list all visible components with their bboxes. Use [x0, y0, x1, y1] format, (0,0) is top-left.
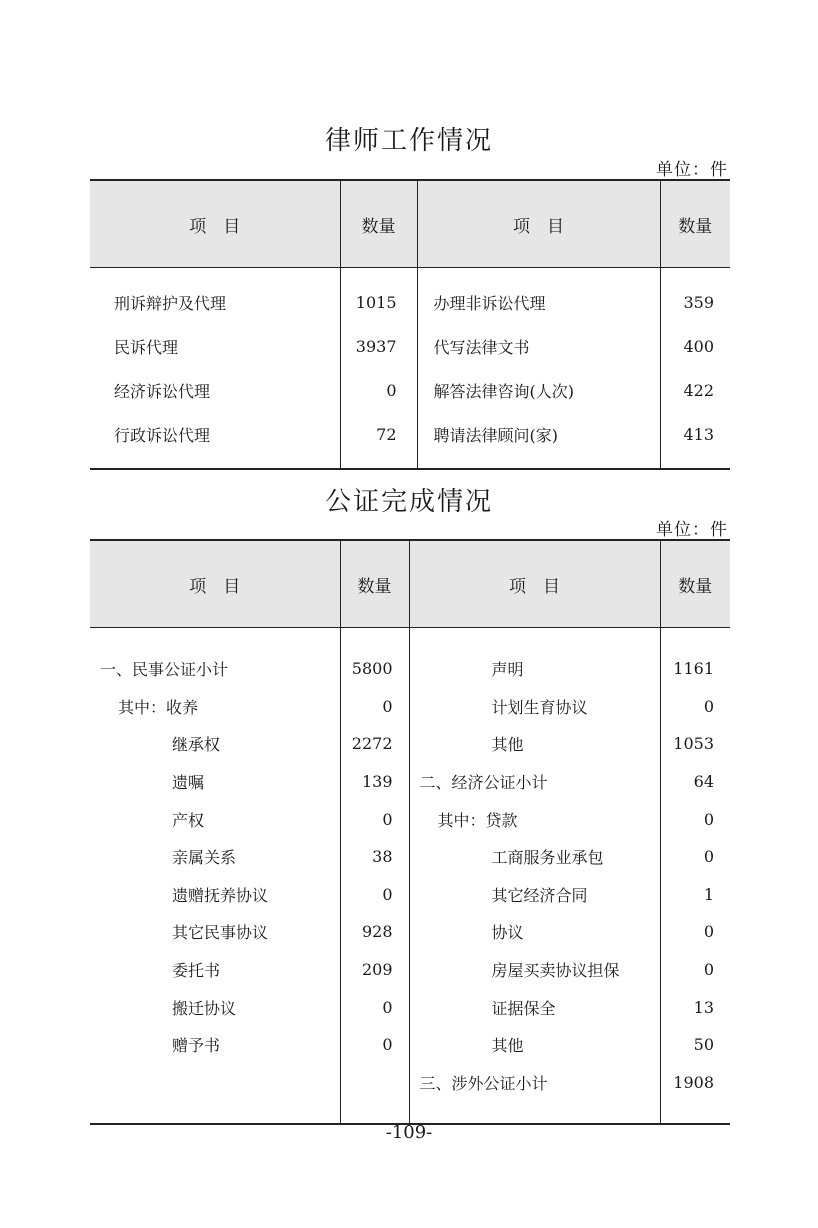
- cell-item: 工商服务业承包: [409, 838, 660, 876]
- cell-item: 赠予书: [90, 1026, 340, 1064]
- cell-value: 1908: [673, 1072, 714, 1092]
- header-count: 数量: [340, 540, 409, 628]
- header-item: 项 目: [90, 540, 340, 628]
- cell-value: 0: [340, 988, 409, 1026]
- cell-value: 0: [703, 960, 714, 980]
- cell-item: 委托书: [90, 951, 340, 989]
- cell-value: 38: [340, 838, 409, 876]
- table-row: [90, 650, 730, 688]
- header-item: 项 目: [409, 540, 660, 628]
- cell-item: 一、民事公证小计: [90, 650, 340, 688]
- cell-item: 经济诉讼代理: [90, 368, 340, 412]
- header-item: 项 目: [417, 180, 660, 268]
- page-number: -109-: [385, 1122, 433, 1143]
- cell-item: 遗嘱: [90, 763, 340, 801]
- notary-title: 公证完成情况: [324, 487, 493, 517]
- cell-value: 0: [703, 922, 714, 942]
- cell-value: 64: [693, 772, 714, 792]
- table-row: [90, 324, 730, 368]
- table-row: [90, 1026, 730, 1064]
- cell-item: 二、经济公证小计: [409, 763, 660, 801]
- cell-item: 计划生育协议: [409, 688, 660, 726]
- table-row: [90, 913, 730, 951]
- cell-value: 0: [340, 800, 409, 838]
- cell-value: 1015: [340, 280, 417, 324]
- cell-item: 搬迁协议: [90, 988, 340, 1026]
- cell-item: 三、涉外公证小计: [409, 1064, 660, 1102]
- table-row: [90, 988, 730, 1026]
- cell-item: 解答法律咨询(人次): [417, 368, 660, 412]
- table-row: [90, 951, 730, 989]
- cell-item: 亲属关系: [90, 838, 340, 876]
- cell-item: 产权: [90, 800, 340, 838]
- cell-item: 协议: [409, 913, 660, 951]
- cell-item: 办理非诉讼代理: [417, 280, 660, 324]
- cell-value: 2272: [340, 725, 409, 763]
- cell-value: 50: [693, 1035, 714, 1055]
- table-row: [90, 280, 730, 324]
- cell-value: 3937: [340, 324, 417, 368]
- header-count: 数量: [340, 180, 417, 268]
- table-row: [90, 412, 730, 456]
- cell-item: 其中：收养: [90, 688, 340, 726]
- cell-item: 遗赠抚养协议: [90, 876, 340, 914]
- cell-value: 139: [340, 763, 409, 801]
- cell-value: 13: [693, 997, 714, 1017]
- header-item: 项 目: [90, 180, 340, 268]
- cell-value: 209: [340, 951, 409, 989]
- cell-value: 5800: [340, 650, 409, 688]
- cell-value: 0: [703, 809, 714, 829]
- header-count: 数量: [660, 180, 730, 268]
- notary-unit-label: 单位：件: [656, 520, 728, 540]
- table-row: [90, 725, 730, 763]
- cell-value: 0: [340, 688, 409, 726]
- cell-item: 房屋买卖协议担保: [409, 951, 660, 989]
- cell-value: 1053: [673, 734, 714, 754]
- table-row: [90, 368, 730, 412]
- table-row: [90, 838, 730, 876]
- cell-item: 聘请法律顾问(家): [417, 412, 660, 456]
- cell-item: 声明: [409, 650, 660, 688]
- table-row: [90, 1064, 730, 1102]
- cell-value: 0: [703, 847, 714, 867]
- cell-item: 继承权: [90, 725, 340, 763]
- cell-value: 0: [703, 696, 714, 716]
- cell-item: 证据保全: [409, 988, 660, 1026]
- cell-item: 刑诉辩护及代理: [90, 280, 340, 324]
- cell-value: 0: [340, 876, 409, 914]
- cell-item: 其他: [409, 1026, 660, 1064]
- lawyer-unit-label: 单位：件: [656, 160, 728, 180]
- cell-value: 400: [683, 336, 714, 356]
- cell-item: 其他: [409, 725, 660, 763]
- cell-value: 0: [340, 368, 417, 412]
- lawyer-work-title: 律师工作情况: [324, 126, 493, 156]
- cell-item: 行政诉讼代理: [90, 412, 340, 456]
- cell-item: 其中：贷款: [409, 800, 660, 838]
- table-row: [90, 688, 730, 726]
- cell-item: 其它民事协议: [90, 913, 340, 951]
- table-row: [90, 876, 730, 914]
- notary-table: [90, 539, 730, 1125]
- cell-value: 413: [683, 424, 714, 444]
- header-count: 数量: [660, 540, 730, 628]
- cell-item: 民诉代理: [90, 324, 340, 368]
- cell-item: 代写法律文书: [417, 324, 660, 368]
- cell-value: 1161: [673, 659, 714, 679]
- cell-value: 72: [340, 412, 417, 456]
- table-row: [90, 763, 730, 801]
- cell-item: 其它经济合同: [409, 876, 660, 914]
- cell-value: 928: [340, 913, 409, 951]
- cell-value: 422: [683, 380, 714, 400]
- cell-value: 359: [683, 292, 714, 312]
- table-row: [90, 800, 730, 838]
- lawyer-work-table: [90, 179, 730, 470]
- cell-value: 1: [703, 884, 714, 904]
- cell-value: 0: [340, 1026, 409, 1064]
